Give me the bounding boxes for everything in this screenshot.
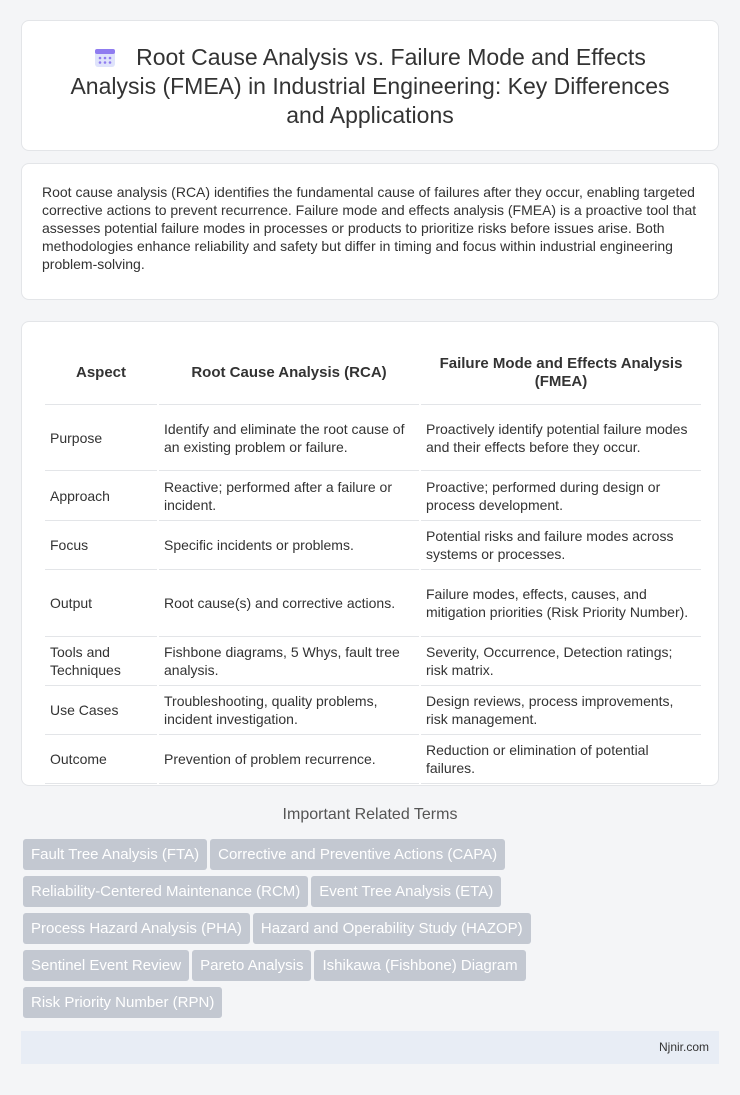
header-fmea: Failure Mode and Effects Analysis (FMEA) <box>421 342 701 405</box>
table-cell: Potential risks and failure modes across systems or processes. <box>421 521 701 570</box>
table-row <box>45 637 701 686</box>
table-cell: Proactively identify potential failure modes and their effects before they occur. <box>421 405 701 471</box>
table-cell: Prevention of problem recurrence. <box>159 735 419 784</box>
tag-rcm[interactable]: Reliability-Centered Maintenance (RCM) <box>23 876 308 907</box>
table-cell: Reduction or elimination of potential failures. <box>421 735 701 784</box>
tag-row <box>23 839 713 876</box>
table-row <box>45 570 701 637</box>
intro-card <box>21 163 719 300</box>
table-row <box>45 471 701 521</box>
table-cell: Reactive; performed after a failure or incident. <box>159 471 419 521</box>
table-cell: Purpose <box>45 405 157 471</box>
tag-row <box>23 950 713 987</box>
table-row <box>45 521 701 570</box>
page-title-text: Root Cause Analysis vs. Failure Mode and Effects Analysis (FMEA) in Industrial Engineering: Key Differences and Applications <box>70 44 670 128</box>
table-cell: Fishbone diagrams, 5 Whys, fault tree analysis. <box>159 637 419 686</box>
table-header-row <box>45 342 701 405</box>
table-cell: Severity, Occurrence, Detection ratings; risk matrix. <box>421 637 701 686</box>
table-cell: Root cause(s) and corrective actions. <box>159 570 419 637</box>
table-row <box>45 735 701 784</box>
tag-rpn[interactable]: Risk Priority Number (RPN) <box>23 987 222 1018</box>
tag-hazop[interactable]: Hazard and Operability Study (HAZOP) <box>253 913 531 944</box>
tag-row <box>23 987 713 1024</box>
related-terms-tags <box>23 839 713 1024</box>
table-row <box>45 686 701 735</box>
comparison-table <box>43 342 703 784</box>
table-cell: Design reviews, process improvements, risk management. <box>421 686 701 735</box>
comparison-table-card <box>21 321 719 786</box>
tag-ishikawa-diagram[interactable]: Ishikawa (Fishbone) Diagram <box>314 950 525 981</box>
tag-fault-tree-analysis[interactable]: Fault Tree Analysis (FTA) <box>23 839 207 870</box>
title-card <box>21 20 719 151</box>
tag-pareto-analysis[interactable]: Pareto Analysis <box>192 950 311 981</box>
table-cell: Proactive; performed during design or process development. <box>421 471 701 521</box>
related-terms-heading: Important Related Terms <box>282 806 458 823</box>
tag-sentinel-event-review[interactable]: Sentinel Event Review <box>23 950 189 981</box>
table-cell: Outcome <box>45 735 157 784</box>
calendar-icon <box>94 46 116 68</box>
table-cell: Identify and eliminate the root cause of an existing problem or failure. <box>159 405 419 471</box>
table-row <box>45 405 701 471</box>
table-cell: Use Cases <box>45 686 157 735</box>
page-title <box>52 43 688 130</box>
tag-row <box>23 876 713 913</box>
header-aspect: Aspect <box>45 342 157 405</box>
table-cell: Troubleshooting, quality problems, incident investigation. <box>159 686 419 735</box>
intro-paragraph: Root cause analysis (RCA) identifies the fundamental cause of failures after they occur, enabling targeted corrective actions to prevent recurrence. Failure mode and effects analysis (FMEA) is a proactive tool that assesses potential failure modes in processes or products to prioritize risks before issues arise. Both methodologies enhance reliability and safety but differ in timing and focus within industrial engineering problem-solving. <box>42 184 697 272</box>
tag-pha[interactable]: Process Hazard Analysis (PHA) <box>23 913 250 944</box>
footer-site-link[interactable]: Njnir.com <box>658 1040 709 1054</box>
tag-event-tree-analysis[interactable]: Event Tree Analysis (ETA) <box>311 876 501 907</box>
footer <box>21 1031 719 1064</box>
tag-row <box>23 913 713 950</box>
table-cell: Focus <box>45 521 157 570</box>
tag-capa[interactable]: Corrective and Preventive Actions (CAPA) <box>210 839 505 870</box>
table-cell: Specific incidents or problems. <box>159 521 419 570</box>
table-cell: Tools and Techniques <box>45 637 157 686</box>
table-cell: Failure modes, effects, causes, and mitigation priorities (Risk Priority Number). <box>421 570 701 637</box>
table-cell: Output <box>45 570 157 637</box>
header-rca: Root Cause Analysis (RCA) <box>159 342 419 405</box>
table-cell: Approach <box>45 471 157 521</box>
